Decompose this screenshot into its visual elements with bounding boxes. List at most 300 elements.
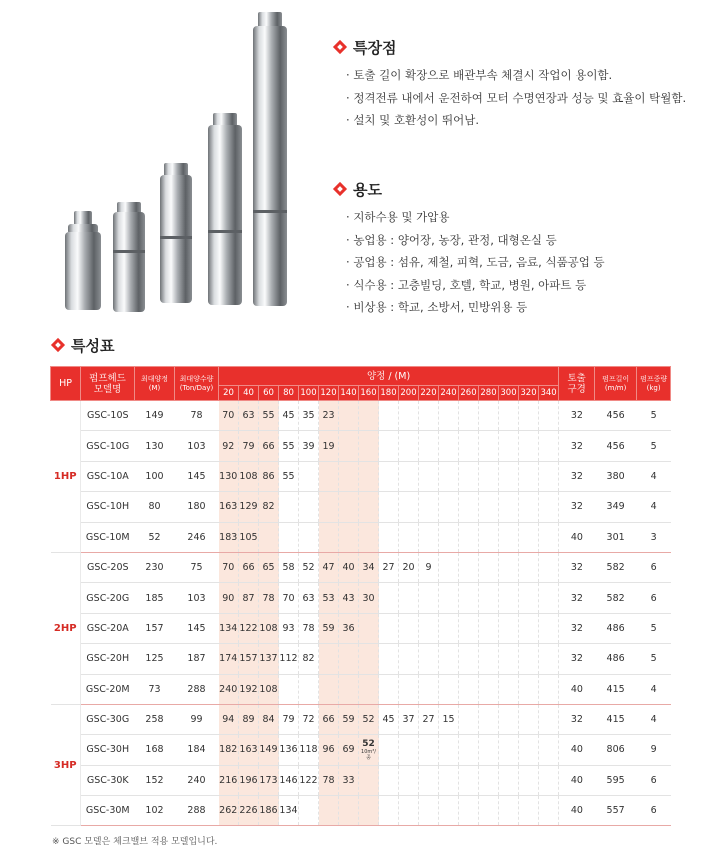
lift-value-cell (379, 401, 399, 431)
lift-column-header: 340 (539, 386, 559, 401)
lift-value-cell: 9 (419, 552, 439, 582)
outlet-cell: 40 (559, 674, 595, 704)
lift-value-cell: 89 (239, 704, 259, 734)
lift-value-cell (399, 461, 419, 491)
lift-value-cell: 35 (299, 401, 319, 431)
model-cell: GSC-20M (81, 674, 135, 704)
model-cell: GSC-30H (81, 735, 135, 765)
lift-value-cell (379, 674, 399, 704)
weight-cell: 6 (637, 765, 671, 795)
max-flow-cell: 240 (175, 765, 219, 795)
lift-value-cell (519, 765, 539, 795)
lift-value-cell (459, 674, 479, 704)
features-list (346, 64, 712, 132)
lift-value-cell (539, 735, 559, 765)
lift-value-cell (419, 674, 439, 704)
lift-value-cell (459, 796, 479, 826)
lift-value-cell (539, 492, 559, 522)
table-row (51, 613, 671, 643)
lift-value-cell: 59 (339, 704, 359, 734)
outlet-cell: 40 (559, 522, 595, 552)
lift-value-cell: 157 (239, 644, 259, 674)
model-cell: GSC-10M (81, 522, 135, 552)
max-flow-cell: 103 (175, 431, 219, 461)
usage-list (346, 206, 712, 319)
lift-value-cell: 84 (259, 704, 279, 734)
lift-value-cell (339, 401, 359, 431)
lift-value-cell: 94 (219, 704, 239, 734)
lift-value-cell (319, 492, 339, 522)
lift-value-cell (459, 735, 479, 765)
lift-value-cell (479, 765, 499, 795)
lift-value-cell: 90 (219, 583, 239, 613)
max-flow-cell: 145 (175, 461, 219, 491)
lift-value-cell (299, 796, 319, 826)
lift-value-cell: 45 (379, 704, 399, 734)
outlet-cell: 32 (559, 461, 595, 491)
max-flow-cell: 75 (175, 552, 219, 582)
lift-value-cell (519, 492, 539, 522)
lift-value-cell (479, 401, 499, 431)
lift-value-cell: 78 (259, 583, 279, 613)
lift-value-cell: 66 (259, 431, 279, 461)
max-flow-cell: 184 (175, 735, 219, 765)
lift-value-cell (459, 765, 479, 795)
lift-value-cell: 47 (319, 552, 339, 582)
table-row (51, 522, 671, 552)
lift-column-header: 260 (459, 386, 479, 401)
lift-value-cell (519, 401, 539, 431)
lift-value-cell (519, 644, 539, 674)
red-diamond-icon (334, 183, 347, 196)
lift-column-header: 140 (339, 386, 359, 401)
lift-value-cell: 108 (259, 613, 279, 643)
length-cell: 486 (595, 613, 637, 643)
lift-value-cell (539, 644, 559, 674)
outlet-cell: 40 (559, 765, 595, 795)
lift-value-cell: 134 (219, 613, 239, 643)
lift-value-cell (519, 704, 539, 734)
lift-value-cell (439, 765, 459, 795)
max-head-cell: 230 (135, 552, 175, 582)
lift-value-cell (419, 583, 439, 613)
lift-value-cell: 82 (259, 492, 279, 522)
lift-header: 양정 / (M) (219, 367, 559, 386)
lift-value-cell: 129 (239, 492, 259, 522)
list-item: · 식수용 : 고층빌딩, 호텔, 학교, 병원, 아파트 등 (346, 274, 712, 297)
lift-value-cell: 66 (319, 704, 339, 734)
lift-value-cell (479, 644, 499, 674)
lift-value-cell (359, 461, 379, 491)
lift-value-cell (499, 522, 519, 552)
max-head-cell: 100 (135, 461, 175, 491)
lift-value-cell: 45 (279, 401, 299, 431)
lift-value-cell: 78 (299, 613, 319, 643)
lift-value-cell (339, 431, 359, 461)
lift-value-cell: 136 (279, 735, 299, 765)
weight-cell: 5 (637, 401, 671, 431)
lift-value-cell (459, 492, 479, 522)
lift-value-cell: 52 (299, 552, 319, 582)
usage-section (332, 178, 712, 319)
outlet-cell: 32 (559, 613, 595, 643)
table-row (51, 492, 671, 522)
lift-column-header: 160 (359, 386, 379, 401)
lift-value-cell (459, 704, 479, 734)
length-cell: 415 (595, 704, 637, 734)
outlet-header: 토출 구경 (559, 367, 595, 401)
lift-value-cell (459, 522, 479, 552)
lift-value-cell (339, 674, 359, 704)
length-cell: 582 (595, 552, 637, 582)
lift-value-cell (459, 431, 479, 461)
length-cell: 380 (595, 461, 637, 491)
list-item: · 토출 길이 확장으로 배관부속 체결시 작업이 용이함. (346, 64, 712, 87)
lift-value-cell (319, 674, 339, 704)
spec-table (50, 366, 671, 826)
lift-value-cell: 93 (279, 613, 299, 643)
list-item: · 비상용 : 학교, 소방서, 민방위용 등 (346, 296, 712, 319)
lift-value-cell (399, 765, 419, 795)
lift-value-cell (279, 674, 299, 704)
lift-value-cell (539, 552, 559, 582)
lift-value-cell: 55 (259, 401, 279, 431)
lift-value-cell (539, 461, 559, 491)
lift-value-cell (439, 552, 459, 582)
lift-value-cell (459, 552, 479, 582)
lift-value-cell: 174 (219, 644, 239, 674)
usage-title: 용도 (353, 180, 382, 199)
lift-value-cell (459, 461, 479, 491)
lift-value-cell: 23 (319, 401, 339, 431)
lift-value-cell (439, 431, 459, 461)
outlet-cell: 32 (559, 552, 595, 582)
lift-value-cell (399, 401, 419, 431)
max-flow-header: 최대양수량 (Ton/Day) (175, 367, 219, 401)
lift-value-cell: 108 (239, 461, 259, 491)
lift-value-cell (339, 796, 359, 826)
lift-value-cell: 72 (299, 704, 319, 734)
list-item: · 정격전류 내에서 운전하여 모터 수명연장과 성능 및 효율이 탁월함. (346, 87, 712, 110)
model-cell: GSC-20H (81, 644, 135, 674)
max-flow-cell: 78 (175, 401, 219, 431)
lift-value-cell (379, 431, 399, 461)
lift-value-cell (519, 674, 539, 704)
lift-value-cell: 112 (279, 644, 299, 674)
lift-column-header: 220 (419, 386, 439, 401)
lift-value-cell (479, 613, 499, 643)
max-head-cell: 52 (135, 522, 175, 552)
lift-value-cell (479, 796, 499, 826)
max-head-cell: 102 (135, 796, 175, 826)
red-diamond-icon (334, 41, 347, 54)
length-cell: 456 (595, 401, 637, 431)
max-head-cell: 125 (135, 644, 175, 674)
lift-value-cell (379, 796, 399, 826)
lift-value-cell (439, 461, 459, 491)
lift-value-cell: 79 (239, 431, 259, 461)
outlet-cell: 32 (559, 644, 595, 674)
outlet-cell: 32 (559, 704, 595, 734)
lift-value-cell (479, 461, 499, 491)
lift-value-cell: 196 (239, 765, 259, 795)
outlet-cell: 32 (559, 431, 595, 461)
lift-value-cell: 33 (339, 765, 359, 795)
list-item: · 공업용 : 섬유, 제철, 피혁, 도금, 음료, 식품공업 등 (346, 251, 712, 274)
lift-value-cell: 58 (279, 552, 299, 582)
list-item: · 설치 및 호환성이 뛰어남. (346, 109, 712, 132)
table-row (51, 461, 671, 491)
lift-value-cell: 146 (279, 765, 299, 795)
lift-value-cell (399, 431, 419, 461)
lift-value-cell (499, 674, 519, 704)
lift-value-cell (479, 431, 499, 461)
hp-group-label: 1HP (51, 401, 81, 553)
lift-value-cell: 130 (219, 461, 239, 491)
lift-value-cell: 37 (399, 704, 419, 734)
lift-column-header: 320 (519, 386, 539, 401)
lift-column-header: 40 (239, 386, 259, 401)
length-cell: 582 (595, 583, 637, 613)
table-row (51, 552, 671, 582)
lift-value-cell (439, 644, 459, 674)
lift-value-cell (519, 796, 539, 826)
max-head-cell: 157 (135, 613, 175, 643)
lift-value-cell: 59 (319, 613, 339, 643)
pump-2 (113, 202, 145, 312)
max-flow-cell: 103 (175, 583, 219, 613)
lift-value-cell (359, 765, 379, 795)
max-flow-cell: 288 (175, 674, 219, 704)
lift-value-cell (359, 644, 379, 674)
max-head-cell: 73 (135, 674, 175, 704)
model-cell: GSC-10A (81, 461, 135, 491)
lift-value-cell (279, 492, 299, 522)
lift-value-cell (539, 765, 559, 795)
max-flow-cell: 246 (175, 522, 219, 552)
lift-value-cell: 226 (239, 796, 259, 826)
weight-cell: 6 (637, 552, 671, 582)
lift-column-header: 300 (499, 386, 519, 401)
lift-value-cell (539, 522, 559, 552)
lift-value-cell (539, 583, 559, 613)
lift-value-cell (399, 796, 419, 826)
lift-value-cell: 183 (219, 522, 239, 552)
table-row (51, 796, 671, 826)
max-flow-cell: 145 (175, 613, 219, 643)
lift-value-cell: 63 (299, 583, 319, 613)
lift-value-cell (359, 613, 379, 643)
lift-value-cell (379, 583, 399, 613)
length-cell: 415 (595, 674, 637, 704)
outlet-cell: 32 (559, 583, 595, 613)
table-row (51, 644, 671, 674)
model-cell: GSC-30K (81, 765, 135, 795)
length-cell: 349 (595, 492, 637, 522)
lift-value-cell: 134 (279, 796, 299, 826)
lift-value-cell: 70 (279, 583, 299, 613)
max-flow-cell: 288 (175, 796, 219, 826)
lift-value-cell (359, 401, 379, 431)
lift-value-cell (299, 492, 319, 522)
lift-value-cell (519, 552, 539, 582)
lift-value-cell (519, 431, 539, 461)
weight-cell: 5 (637, 613, 671, 643)
model-cell: GSC-20G (81, 583, 135, 613)
lift-value-cell (399, 735, 419, 765)
lift-value-cell (459, 583, 479, 613)
lift-value-cell: 149 (259, 735, 279, 765)
lift-value-cell (519, 613, 539, 643)
lift-value-cell: 70 (219, 552, 239, 582)
weight-cell: 4 (637, 704, 671, 734)
lift-value-cell: 87 (239, 583, 259, 613)
lift-value-cell (359, 522, 379, 552)
weight-cell: 6 (637, 583, 671, 613)
lift-value-cell (499, 613, 519, 643)
model-cell: GSC-10H (81, 492, 135, 522)
lift-value-cell: 39 (299, 431, 319, 461)
pump-1hp-short (65, 211, 101, 310)
lift-value-cell (439, 492, 459, 522)
lift-value-cell (339, 492, 359, 522)
lift-value-cell (319, 522, 339, 552)
lift-value-cell (499, 552, 519, 582)
lift-value-cell (419, 796, 439, 826)
lift-value-cell: 70 (219, 401, 239, 431)
lift-value-cell (419, 644, 439, 674)
lift-value-cell (379, 644, 399, 674)
features-title: 특장점 (353, 38, 397, 57)
lift-value-cell: 192 (239, 674, 259, 704)
max-head-cell: 185 (135, 583, 175, 613)
lift-value-cell: 262 (219, 796, 239, 826)
lift-column-header: 240 (439, 386, 459, 401)
length-cell: 806 (595, 735, 637, 765)
lift-value-cell: 69 (339, 735, 359, 765)
lift-value-cell (399, 613, 419, 643)
note-sub: 10m³/종 (361, 748, 376, 761)
table-row (51, 704, 671, 734)
length-cell: 301 (595, 522, 637, 552)
lift-value-cell: 63 (239, 401, 259, 431)
lift-value-cell (439, 674, 459, 704)
lift-column-header: 100 (299, 386, 319, 401)
model-cell: GSC-30M (81, 796, 135, 826)
table-row (51, 401, 671, 431)
weight-cell: 5 (637, 644, 671, 674)
lift-value-cell (379, 765, 399, 795)
lift-value-cell (339, 522, 359, 552)
lift-value-cell (319, 461, 339, 491)
weight-cell: 4 (637, 674, 671, 704)
table-row (51, 583, 671, 613)
lift-value-cell: 40 (339, 552, 359, 582)
length-cell: 595 (595, 765, 637, 795)
weight-cell: 5 (637, 431, 671, 461)
outlet-cell: 32 (559, 492, 595, 522)
note-value: 52 (362, 738, 375, 749)
weight-cell: 4 (637, 461, 671, 491)
lift-column-header: 60 (259, 386, 279, 401)
model-cell: GSC-20S (81, 552, 135, 582)
model-cell: GSC-10S (81, 401, 135, 431)
lift-value-cell: 137 (259, 644, 279, 674)
lift-value-cell (499, 461, 519, 491)
lift-value-cell: 163 (219, 492, 239, 522)
model-cell: GSC-20A (81, 613, 135, 643)
lift-value-cell (339, 461, 359, 491)
lift-value-cell (419, 492, 439, 522)
lift-value-cell (299, 674, 319, 704)
lift-value-cell (479, 704, 499, 734)
lift-value-cell (519, 461, 539, 491)
lift-value-cell (379, 461, 399, 491)
features-section (332, 36, 712, 132)
model-cell: GSC-30G (81, 704, 135, 734)
lift-value-cell: 65 (259, 552, 279, 582)
length-header: 펌프길이 (m/m) (595, 367, 637, 401)
max-flow-cell: 187 (175, 644, 219, 674)
pump-4 (208, 113, 242, 305)
max-flow-cell: 99 (175, 704, 219, 734)
lift-value-cell: 34 (359, 552, 379, 582)
lift-value-cell: 15 (439, 704, 459, 734)
lift-value-cell: 108 (259, 674, 279, 704)
pump-5-tall (253, 12, 287, 306)
hp-header: HP (51, 367, 81, 401)
lift-value-cell (519, 735, 539, 765)
max-head-cell: 152 (135, 765, 175, 795)
lift-value-cell (419, 735, 439, 765)
pump-3 (160, 163, 192, 303)
lift-value-cell (539, 613, 559, 643)
max-head-cell: 258 (135, 704, 175, 734)
lift-value-cell (539, 431, 559, 461)
length-cell: 557 (595, 796, 637, 826)
table-row (51, 765, 671, 795)
lift-value-cell (359, 674, 379, 704)
max-head-cell: 80 (135, 492, 175, 522)
lift-value-cell (539, 674, 559, 704)
lift-value-cell (439, 401, 459, 431)
lift-value-cell (499, 401, 519, 431)
product-photo (0, 0, 330, 320)
max-head-cell: 168 (135, 735, 175, 765)
lift-value-cell (319, 644, 339, 674)
lift-value-cell (279, 522, 299, 552)
lift-value-cell: 66 (239, 552, 259, 582)
spec-table-title: 특성표 (71, 336, 115, 355)
lift-value-cell: 27 (419, 704, 439, 734)
weight-cell: 3 (637, 522, 671, 552)
lift-value-cell: 27 (379, 552, 399, 582)
lift-value-cell: 105 (239, 522, 259, 552)
footnote: ※ GSC 모델은 체크밸브 적용 모델입니다. (52, 837, 218, 847)
lift-value-cell: 55 (279, 431, 299, 461)
red-diamond-icon (52, 339, 65, 352)
lift-value-cell (499, 796, 519, 826)
lift-value-cell (399, 644, 419, 674)
lift-value-cell (539, 401, 559, 431)
lift-value-cell (499, 735, 519, 765)
lift-value-cell (519, 522, 539, 552)
lift-value-cell: 173 (259, 765, 279, 795)
lift-value-cell: 86 (259, 461, 279, 491)
lift-value-cell: 19 (319, 431, 339, 461)
outlet-cell: 40 (559, 796, 595, 826)
lift-value-cell (419, 431, 439, 461)
